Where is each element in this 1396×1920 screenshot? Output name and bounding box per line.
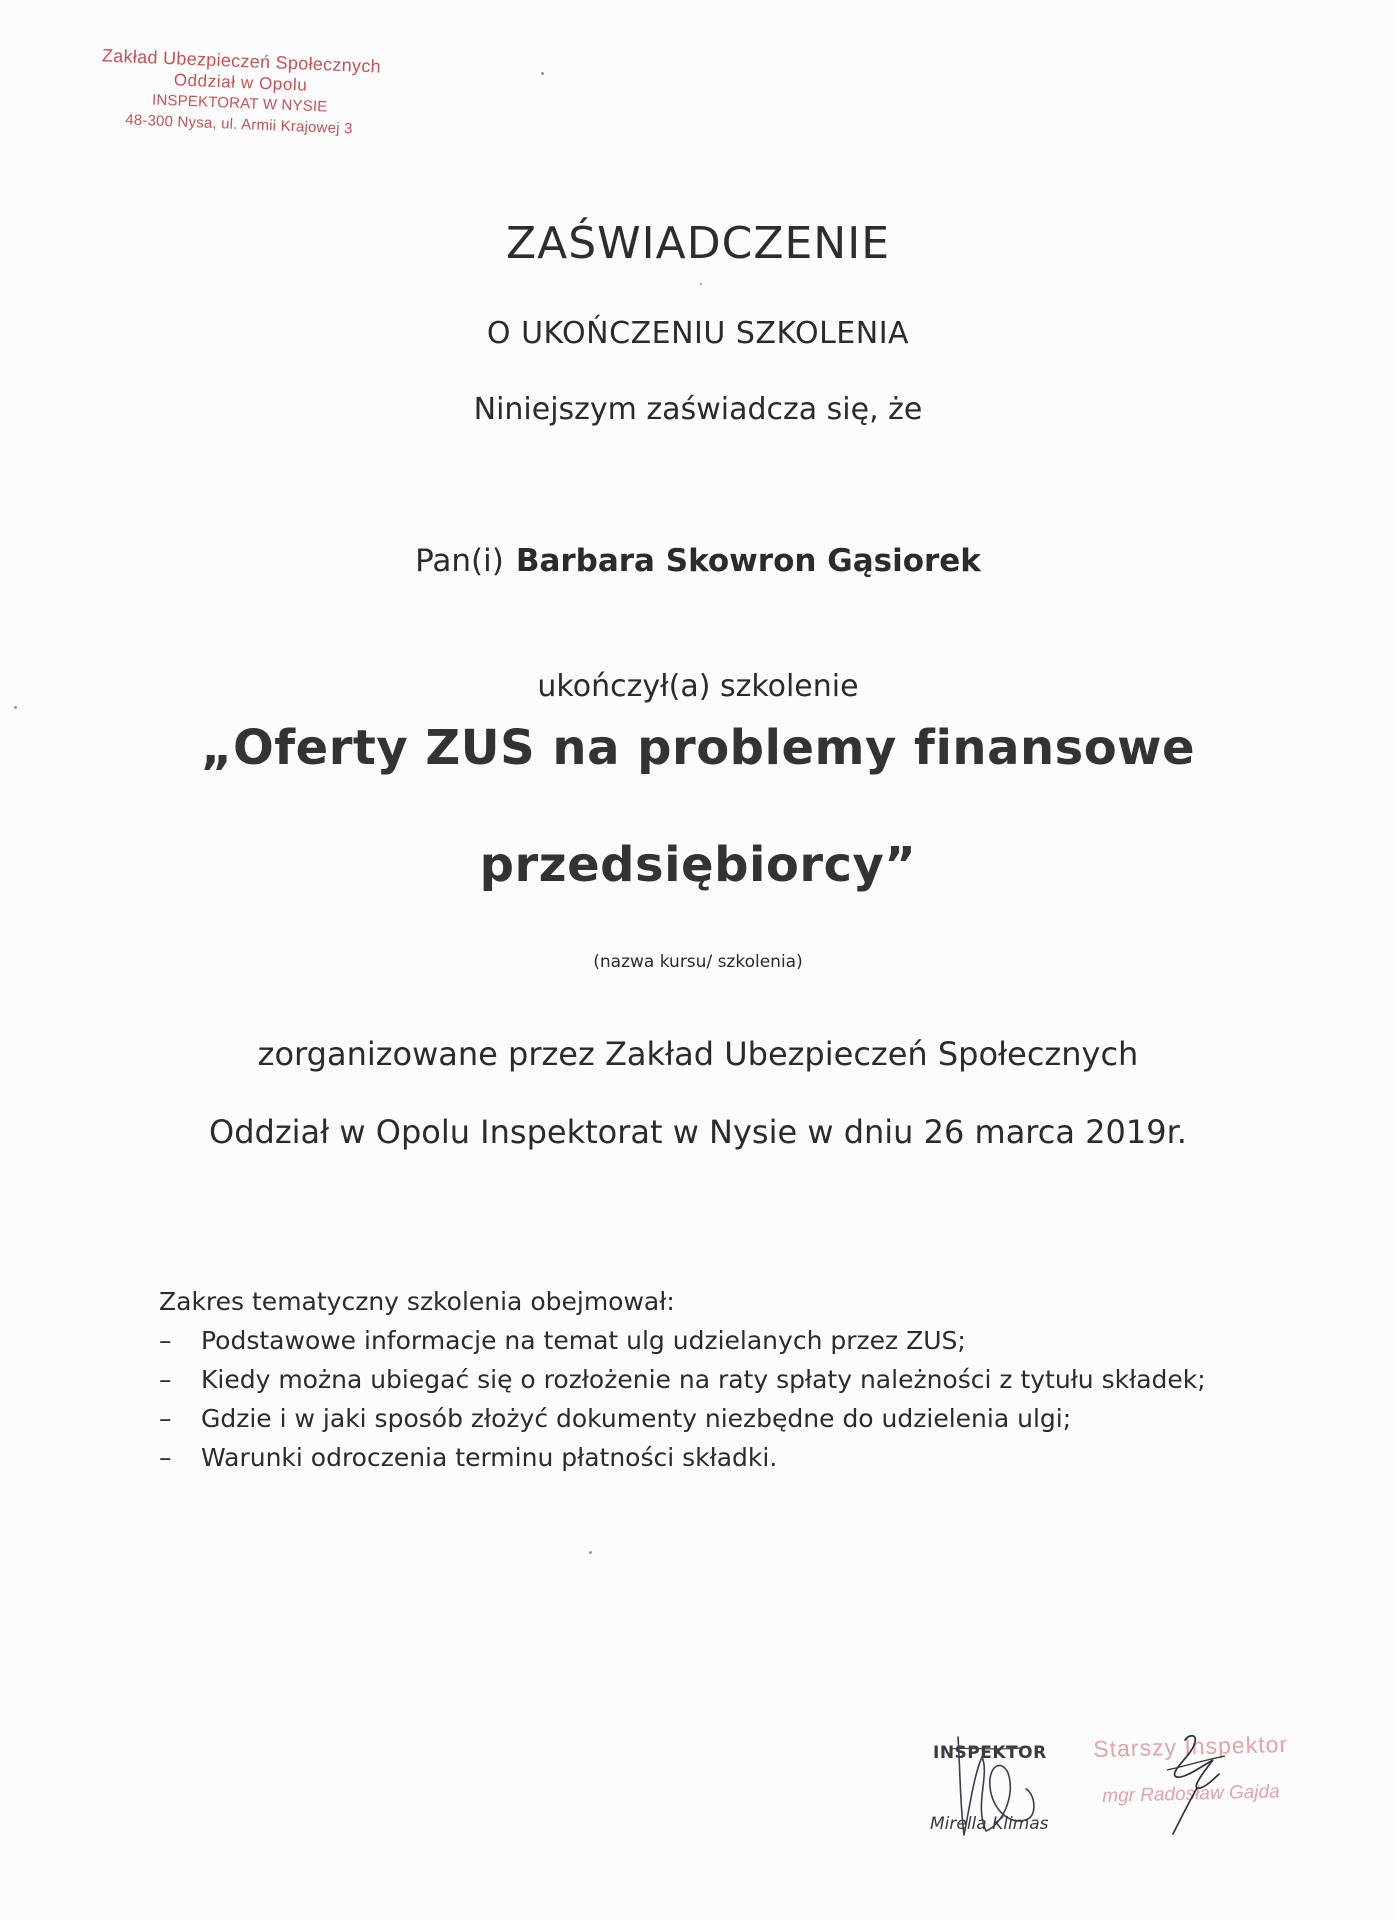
completed-statement: ukończył(a) szkolenie: [537, 669, 859, 704]
scan-speck: [541, 72, 544, 75]
recipient-line: [0, 543, 1396, 579]
recipient-name: Barbara Skowron Gąsiorek: [515, 543, 981, 579]
list-item-text: Warunki odroczenia terminu płatności składki.: [201, 1443, 778, 1472]
list-item-text: Gdzie i w jaki sposób złożyć dokumenty niezbędne do udzielenia ulgi;: [201, 1404, 1072, 1433]
training-scope: [159, 1282, 1206, 1477]
senior-inspector-name: mgr Radosław Gajda: [1102, 1781, 1280, 1807]
list-dash: –: [159, 1404, 172, 1433]
inspector-role: INSPEKTOR: [933, 1743, 1047, 1763]
document-subtitle: O UKOŃCZENIU SZKOLENIA: [486, 316, 910, 351]
stamp-inspectorate: INSPEKTORAT W NYSIE: [151, 91, 328, 116]
scope-list: [159, 1321, 1206, 1477]
scan-speck: [700, 283, 702, 285]
scan-speck: [14, 706, 17, 709]
course-caption: (nazwa kursu/ szkolenia): [593, 952, 803, 972]
senior-inspector-signature-block: [1085, 1730, 1385, 1840]
inspector-signature-block: [930, 1735, 1070, 1845]
list-item: [159, 1321, 1206, 1360]
list-item: [159, 1399, 1206, 1438]
organizer-line-1: zorganizowane przez Zakład Ubezpieczeń Społecznych: [257, 1035, 1139, 1073]
stamp-branch: Oddział w Opolu: [173, 70, 308, 95]
scan-speck: [589, 1551, 592, 1554]
scope-heading: Zakres tematyczny szkolenia obejmował:: [159, 1287, 675, 1316]
course-title-line-1: „Oferty ZUS na problemy finansowe: [200, 720, 1196, 776]
list-dash: –: [159, 1443, 172, 1472]
list-dash: –: [159, 1365, 172, 1394]
list-dash: –: [159, 1326, 172, 1355]
list-item-text: Podstawowe informacje na temat ulg udzielanych przez ZUS;: [201, 1326, 966, 1355]
stamp-institution-name: Zakład Ubezpieczeń Społecznych: [101, 45, 382, 77]
list-item: [159, 1360, 1206, 1399]
list-item: [159, 1438, 1206, 1477]
certify-statement: Niniejszym zaświadcza się, że: [473, 392, 923, 427]
recipient-prefix: Pan(i): [415, 543, 504, 579]
institution-stamp: [89, 45, 392, 141]
handwritten-signature-icon: [1085, 1730, 1385, 1840]
document-title: ZAŚWIADCZENIE: [506, 218, 890, 269]
course-title-line-2: przedsiębiorcy”: [479, 837, 917, 893]
list-item-text: Kiedy można ubiegać się o rozłożenie na raty spłaty należności z tytułu składek;: [201, 1365, 1206, 1394]
inspector-name: Mirella Klimas: [930, 1814, 1049, 1834]
stamp-address: 48-300 Nysa, ul. Armii Krajowej 3: [124, 111, 353, 138]
senior-inspector-role: Starszy Inspektor: [1093, 1730, 1289, 1762]
organizer-line-2: Oddział w Opolu Inspektorat w Nysie w dniu 26 marca 2019r.: [209, 1113, 1187, 1151]
handwritten-signature-icon: [930, 1735, 1070, 1845]
